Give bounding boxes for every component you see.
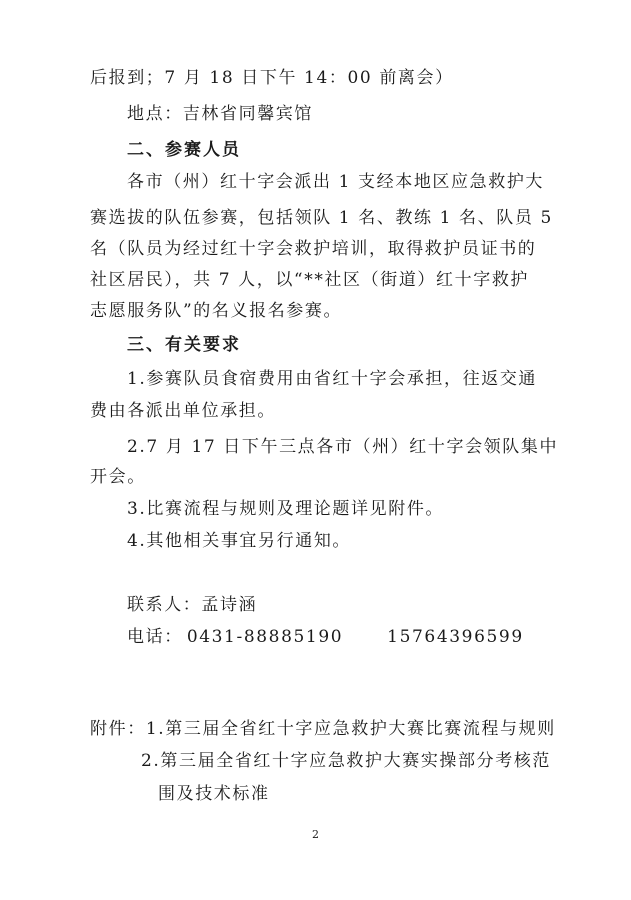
attachment-item-1-text: 1.第三届全省红十字应急救护大赛比赛流程与规则 [145, 719, 556, 739]
requirement-line: 开会。 [90, 467, 146, 487]
contact-person: 联系人：孟诗涵 [127, 595, 258, 615]
requirement-line: 费由各派出单位承担。 [90, 401, 276, 421]
attachment-label: 附件： [90, 719, 146, 739]
contact-phone-2: 15764396599 [387, 627, 524, 647]
paragraph-line: 志愿服务队”的名义报名参赛。 [90, 301, 343, 321]
paragraph-line: 名（队员为经过红十字会救护培训，取得救护员证书的 [90, 239, 537, 259]
requirement-line: 2.7 月 17 日下午三点各市（州）红十字会领队集中 [127, 437, 559, 457]
page-number: 2 [312, 828, 319, 841]
requirement-line: 1.参赛队员食宿费用由省红十字会承担，往返交通 [127, 369, 538, 389]
text-line-registration: 后报到；7 月 18 日下午 14：00 前离会） [90, 68, 454, 88]
paragraph-line: 各市（州）红十字会派出 1 支经本地区应急救护大 [127, 172, 545, 192]
section-heading-requirements: 三、有关要求 [127, 335, 241, 355]
paragraph-line: 社区居民），共 7 人，以“**社区（街道）红十字救护 [90, 270, 530, 290]
contact-phone-label: 电话： [127, 627, 183, 647]
requirement-line: 4.其他相关事宜另行通知。 [127, 531, 352, 551]
contact-phone-1: 0431-88885190 [186, 627, 344, 647]
paragraph-line: 赛选拔的队伍参赛，包括领队 1 名、教练 1 名、队员 5 [90, 208, 553, 228]
text-line-location: 地点：吉林省同馨宾馆 [127, 104, 313, 124]
attachment-item-1 [90, 718, 556, 740]
attachment-item-2: 2.第三届全省红十字应急救护大赛实操部分考核范 [141, 751, 552, 771]
requirement-line: 3.比赛流程与规则及理论题详见附件。 [127, 499, 445, 519]
section-heading-participants: 二、参赛人员 [127, 140, 241, 160]
contact-phone [127, 626, 524, 648]
attachment-item-2-continued: 围及技术标准 [158, 784, 270, 804]
